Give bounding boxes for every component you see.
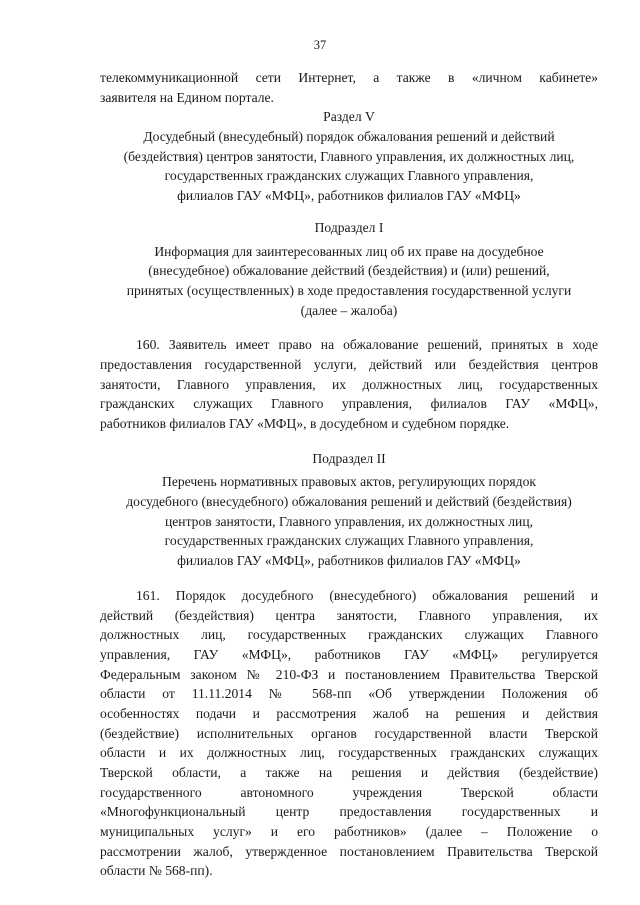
paragraph-line: занятости, Главного управления, их должностных лиц, государственных bbox=[100, 376, 598, 392]
paragraph-line: гражданских служащих Главного управления, филиалов ГАУ «МФЦ», bbox=[100, 396, 598, 412]
subsection-1 bbox=[100, 218, 598, 320]
paragraph-line: области № 568-пп). bbox=[100, 863, 213, 879]
intro-line: телекоммуникационной сети Интернет, а также в «личном кабинете» bbox=[100, 70, 598, 85]
paragraph-160 bbox=[100, 335, 598, 433]
subsection-title-line: государственных гражданских служащих Главного управления, bbox=[164, 533, 534, 549]
paragraph-line: особенностях подачи и рассмотрения жалоб на решения и действия bbox=[100, 705, 598, 721]
section-title-line: филиалов ГАУ «МФЦ», работников филиалов ГАУ «МФЦ» bbox=[177, 188, 521, 204]
paragraph-line: предоставления государственной услуги, действий или бездействия центров bbox=[100, 356, 598, 372]
paragraph-line: действий (бездействия) центра занятости, Главного управления, их bbox=[100, 607, 598, 623]
section-title-line: государственных гражданских служащих Главного управления, bbox=[164, 168, 534, 184]
paragraph-line: области и их должностных лиц, государственных гражданских служащих bbox=[100, 745, 598, 761]
section-title-line: Досудебный (внесудебный) порядок обжалования решений и действий bbox=[143, 129, 555, 145]
paragraph-line: 160. Заявитель имеет право на обжалование решений, принятых в ходе bbox=[136, 337, 598, 353]
page-number: 37 bbox=[313, 38, 327, 52]
subsection-title-line: Перечень нормативных правовых актов, регулирующих порядок bbox=[162, 474, 536, 490]
paragraph-line: Федеральным законом № 210-ФЗ и постановлением Правительства Тверской bbox=[100, 666, 598, 682]
subsection-label: Подраздел I bbox=[314, 219, 384, 235]
paragraph-line: управления, ГАУ «МФЦ», работников ГАУ «МФЦ» регулируется bbox=[100, 646, 598, 662]
subsection-2 bbox=[100, 449, 598, 571]
paragraph-line: государственного автономного учреждения Тверской области bbox=[100, 784, 598, 800]
paragraph-161 bbox=[100, 586, 598, 881]
paragraph-line: (бездействие) исполнительных органов государственной власти Тверской bbox=[100, 725, 598, 741]
subsection-title-line: принятых (осуществленных) в ходе предоставления государственной услуги bbox=[126, 282, 572, 298]
subsection-title-line: филиалов ГАУ «МФЦ», работников филиалов ГАУ «МФЦ» bbox=[177, 553, 521, 569]
paragraph-line: работников филиалов ГАУ «МФЦ», в досудебном и судебном порядке. bbox=[100, 416, 510, 431]
subsection-label: Подраздел II bbox=[312, 450, 386, 466]
subsection-title-line: (далее – жалоба) bbox=[300, 302, 398, 318]
subsection-title-line: Информация для заинтересованных лиц об их праве на досудебное bbox=[154, 243, 544, 259]
subsection-title-line: центров занятости, Главного управления, их должностных лиц, bbox=[164, 513, 533, 529]
section-label: Раздел V bbox=[323, 109, 375, 125]
intro-paragraph bbox=[100, 68, 598, 107]
paragraph-line: муниципальных услуг» и его работников» (далее – Положение о bbox=[100, 824, 598, 840]
subsection-title-line: досудебного (внесудебного) обжалования решений и действий (бездействия) bbox=[126, 494, 572, 510]
page-content bbox=[100, 68, 598, 881]
paragraph-line: «Многофункциональный центр предоставления государственных и bbox=[100, 804, 598, 820]
paragraph-line: 161. Порядок досудебного (внесудебного) обжалования решений и bbox=[136, 587, 598, 603]
section-v bbox=[100, 107, 598, 205]
intro-line: заявителя на Едином портале. bbox=[100, 89, 274, 105]
paragraph-line: должностных лиц, государственных гражданских служащих Главного bbox=[100, 627, 598, 643]
paragraph-line: Тверской области, а также на решения и действия (бездействие) bbox=[100, 765, 598, 780]
paragraph-line: рассмотрении жалоб, утвержденное постановлением Правительства Тверской bbox=[100, 843, 598, 859]
section-title-line: (бездействия) центров занятости, Главного управления, их должностных лиц, bbox=[123, 148, 575, 164]
subsection-title-line: (внесудебное) обжалование действий (бездействия) и (или) решений, bbox=[148, 263, 550, 279]
paragraph-line: области от 11.11.2014 № 568-пп «Об утверждении Положения об bbox=[100, 686, 598, 702]
